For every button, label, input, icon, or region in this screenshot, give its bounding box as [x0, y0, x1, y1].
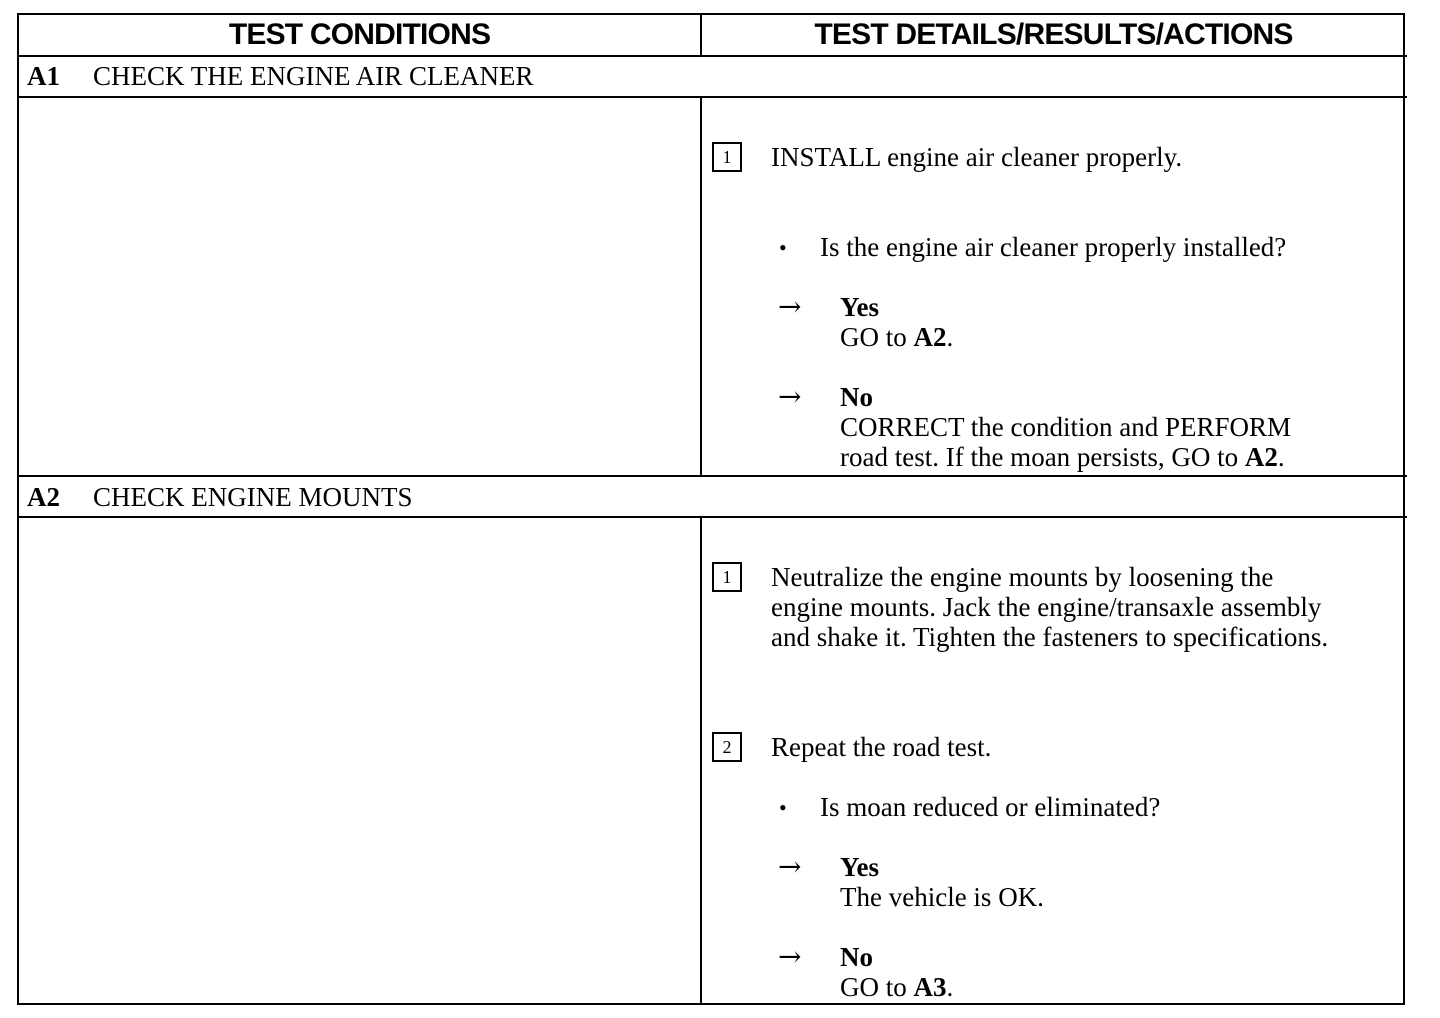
no-label: No [840, 382, 873, 412]
yes-action: GO to A2. [840, 322, 954, 352]
question-text: Is the engine air cleaner properly installed? [820, 232, 1287, 262]
bullet-icon: • [779, 235, 787, 260]
step-text-line1: Neutralize the engine mounts by loosening the [771, 562, 1274, 592]
section-a2-title [27, 477, 413, 517]
header-test-details: TEST DETAILS/RESULTS/ACTIONS [814, 18, 1293, 51]
section-title: CHECK THE ENGINE AIR CLEANER [93, 60, 534, 91]
header-test-conditions: TEST CONDITIONS [228, 18, 491, 51]
bullet-icon: • [779, 795, 787, 820]
section-title: CHECK ENGINE MOUNTS [93, 481, 413, 512]
step-text-line2: engine mounts. Jack the engine/transaxle assembly [771, 592, 1322, 622]
arrow-right-icon: → [778, 940, 802, 973]
no-label: No [840, 942, 873, 972]
no-action-line2: road test. If the moan persists, GO to A2. [840, 442, 1285, 472]
yes-label: Yes [840, 292, 879, 322]
yes-label: Yes [840, 852, 879, 882]
step-text-line3: and shake it. Tighten the fasteners to specifications. [771, 622, 1329, 652]
step-text: INSTALL engine air cleaner properly. [771, 142, 1183, 172]
step-number-box: 2 [712, 732, 742, 762]
no-action: GO to A3. [840, 972, 954, 1002]
section-code: A1 [27, 60, 60, 91]
section-a1-divider [17, 96, 1407, 98]
step-number-box: 1 [712, 142, 742, 172]
arrow-right-icon: → [778, 380, 802, 413]
section-a1-title [27, 56, 533, 96]
question-text: Is moan reduced or eliminated? [820, 792, 1161, 822]
arrow-right-icon: → [778, 290, 802, 323]
section-code: A2 [27, 481, 60, 512]
a2-column-divider [700, 516, 702, 1005]
arrow-right-icon: → [778, 850, 802, 883]
a1-column-divider [700, 96, 702, 477]
step-number-box: 1 [712, 562, 742, 592]
no-action-line1: CORRECT the condition and PERFORM [840, 412, 1292, 442]
yes-action: The vehicle is OK. [840, 882, 1044, 912]
step-text: Repeat the road test. [771, 732, 992, 762]
